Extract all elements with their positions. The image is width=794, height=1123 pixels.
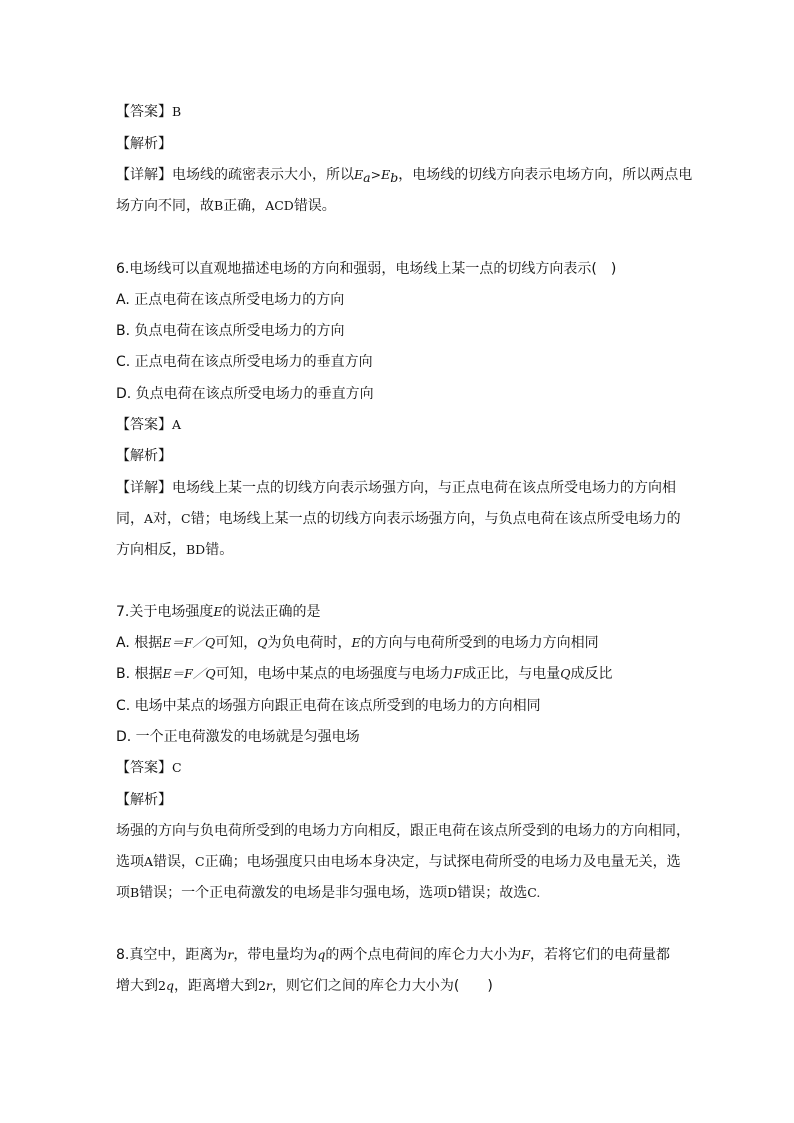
letter: B <box>130 885 140 900</box>
subscript: b <box>390 170 399 185</box>
text: ，若将它们的电荷量都 <box>530 947 671 963</box>
q6-option-a: A. 正点电荷在该点所受电场力的方向 <box>116 292 345 308</box>
letter: BD <box>186 542 206 557</box>
detail-tag: 【详解】 <box>116 480 172 496</box>
letter: A <box>144 854 154 869</box>
number: 2 <box>158 978 166 993</box>
q8-stem-line-1 <box>116 945 686 965</box>
symbol-q: Q <box>560 666 571 681</box>
q7-analysis-tag: 【解析】 <box>116 792 172 808</box>
q5-analysis-tag: 【解析】 <box>116 136 172 152</box>
q6-detail-line-1 <box>116 478 686 498</box>
text: 成正比，与电量 <box>462 666 561 682</box>
text: 8.真空中，距离为 <box>116 947 228 963</box>
text: 增大到 <box>116 978 158 994</box>
q6-detail-line-2 <box>116 509 686 529</box>
q7-explanation-line-3 <box>116 883 686 903</box>
q6-analysis-tag: 【解析】 <box>116 448 172 464</box>
text: 方向相反， <box>116 542 186 558</box>
subscript: a <box>363 170 371 185</box>
text: ，电场线的切线方向表示电场方向，所以两点电 <box>398 167 693 183</box>
symbol-eb: E <box>381 167 391 182</box>
symbol-ea: E <box>354 167 364 182</box>
text: 的说法正确的是 <box>222 604 321 620</box>
q6-option-b: B. 负点电荷在该点所受电场力的方向 <box>116 323 345 339</box>
text: 正确， <box>223 198 266 214</box>
text: 电场线的疏密表示大小，所以 <box>172 167 354 183</box>
number: 2 <box>257 978 266 993</box>
symbol-q: q <box>317 947 326 962</box>
text: 场方向不同，故 <box>116 198 214 214</box>
symbol-r: r <box>265 978 272 993</box>
text: 错误；一个正电荷激发的电场是非匀强电场，选项 <box>139 885 448 901</box>
q7-option-d: D. 一个正电荷激发的电场就是匀强电场 <box>116 729 360 745</box>
q8-stem-line-2 <box>116 976 686 996</box>
formula: E＝F／Q <box>162 666 216 681</box>
q5-detail-line-1 <box>116 165 693 188</box>
text: 可知， <box>215 635 258 651</box>
detail-tag: 【详解】 <box>116 167 172 183</box>
symbol-e: E <box>213 604 223 619</box>
q7-option-c: C. 电场中某点的场强方向跟正电荷在该点所受到的电场力的方向相同 <box>116 698 541 714</box>
q7-stem <box>116 602 686 622</box>
q6-option-d: D. 负点电荷在该点所受电场力的垂直方向 <box>116 386 374 402</box>
q6-stem: 6.电场线可以直观地描述电场的方向和强弱，电场线上某一点的切线方向表示( ) <box>116 261 617 277</box>
symbol-e: E <box>351 635 361 650</box>
symbol-r: r <box>227 947 234 962</box>
text: 可知，电场中某点的电场强度与电场力 <box>215 666 454 682</box>
text: A. 根据 <box>116 635 163 651</box>
q7-option-b <box>116 664 686 684</box>
symbol-f: F <box>521 947 531 962</box>
text: 错。 <box>205 542 234 558</box>
text: 错误；故选 <box>457 885 528 901</box>
symbol-f: F <box>453 666 463 681</box>
q6-detail-line-3 <box>116 540 686 560</box>
q5-answer-line <box>116 102 686 122</box>
text: ，距离增大到 <box>173 978 258 994</box>
formula: E＝F／Q <box>162 635 216 650</box>
q7-answer-line <box>116 758 686 778</box>
text: 错误， <box>153 854 196 870</box>
answer-value: C <box>172 760 182 775</box>
text: B. 根据 <box>116 666 163 682</box>
q6-option-c: C. 正点电荷在该点所受电场力的垂直方向 <box>116 354 373 370</box>
text: 错误。 <box>293 198 336 214</box>
answer-tag: 【答案】 <box>116 760 172 776</box>
text: 电场线上某一点的切线方向表示场强方向，与正点电荷在该点所受电场力的方向相 <box>172 480 676 496</box>
letter: C. <box>527 885 541 900</box>
text: ，带电量均为 <box>233 947 318 963</box>
text: 的方向与电荷所受到的电场力方向相同 <box>360 635 599 651</box>
text: 为负电荷时， <box>267 635 352 651</box>
text: ，则它们之间的库仑力大小为( ) <box>271 978 493 994</box>
answer-tag: 【答案】 <box>116 417 172 433</box>
text: 成反比 <box>570 666 613 682</box>
letter: C <box>181 511 191 526</box>
text: 对， <box>153 511 182 527</box>
letter: ACD <box>265 198 294 213</box>
q7-option-a <box>116 633 686 653</box>
answer-tag: 【答案】 <box>116 104 172 120</box>
letter: A <box>144 511 154 526</box>
q6-answer-line <box>116 415 686 435</box>
text: 项 <box>116 885 130 901</box>
symbol-q: Q <box>257 635 268 650</box>
answer-value: A <box>172 417 182 432</box>
q5-detail-line-2 <box>116 196 686 216</box>
letter: D <box>447 885 458 900</box>
letter: C <box>195 854 205 869</box>
answer-value: B <box>172 104 182 119</box>
text: 的两个点电荷间的库仑力大小为 <box>325 947 522 963</box>
q7-explanation-line-1: 场强的方向与负电荷所受到的电场力方向相反，跟正电荷在该点所受到的电场力的方向相同， <box>116 823 690 839</box>
q7-explanation-line-2 <box>116 852 686 872</box>
text: 同， <box>116 511 144 527</box>
symbol-q: q <box>165 978 174 993</box>
text: 正确；电场强度只由电场本身决定，与试探电荷所受的电场力及电量无关，选 <box>204 854 681 870</box>
text: 错；电场线上某一点的切线方向表示场强方向，与负点电荷在该点所受电场力的 <box>190 511 681 527</box>
gt-sign: > <box>370 167 382 182</box>
text: 7.关于电场强度 <box>116 604 214 620</box>
text: 选项 <box>116 854 144 870</box>
letter: B <box>214 198 224 213</box>
